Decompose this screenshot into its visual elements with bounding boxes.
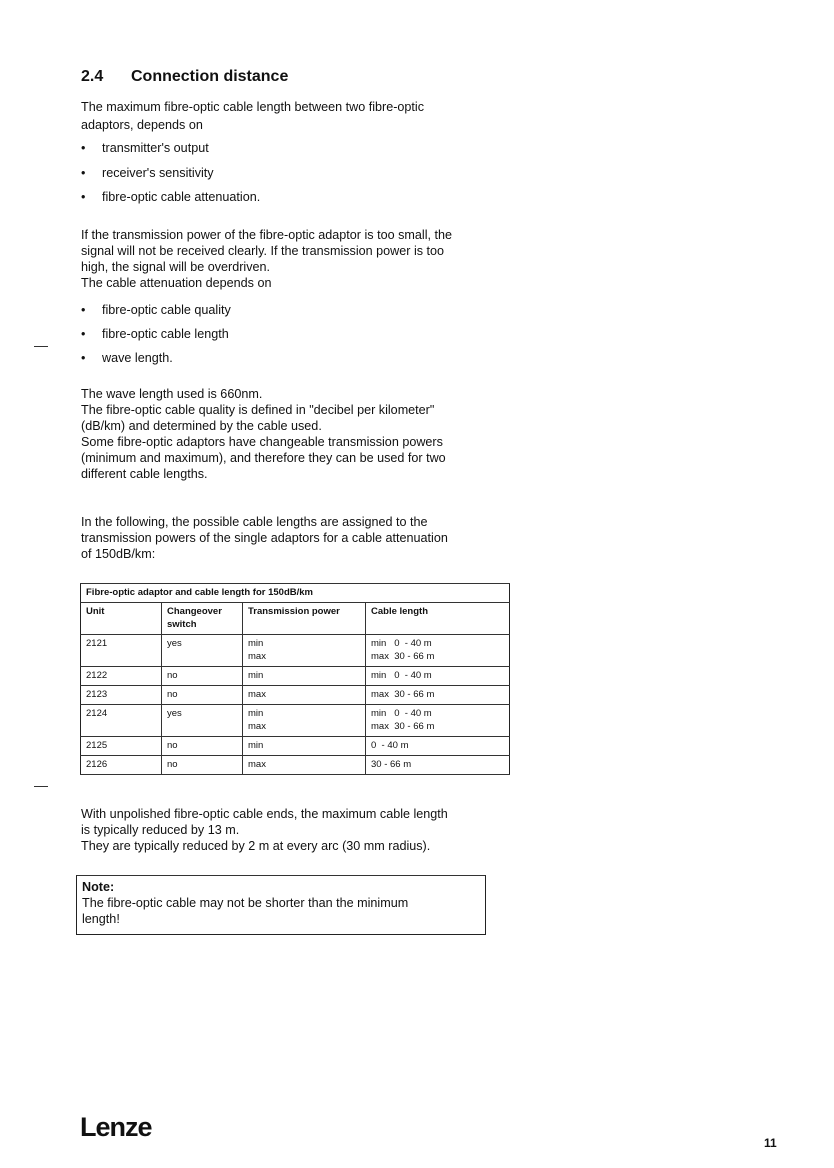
paragraph-line: different cable lengths.	[81, 467, 208, 481]
cell-transmission: min	[243, 667, 366, 686]
cell-unit: 2121	[81, 635, 162, 667]
cell-unit: 2124	[81, 705, 162, 737]
cell-changeover: no	[162, 686, 243, 705]
paragraph-line: If the transmission power of the fibre-optic adaptor is too small, the	[81, 228, 452, 242]
cell-cable-length: min 0 - 40 m max 30 - 66 m	[366, 635, 510, 667]
note-label: Note:	[82, 880, 115, 894]
paragraph-line: is typically reduced by 13 m.	[81, 823, 240, 837]
paragraph-line: (minimum and maximum), and therefore they can be used for two	[81, 451, 446, 465]
paragraph-line: The fibre-optic cable quality is defined in "decibel per kilometer"	[81, 403, 435, 417]
page-number: 11	[764, 1136, 777, 1150]
paragraph-line: They are typically reduced by 2 m at every arc (30 mm radius).	[81, 839, 431, 853]
table-row	[81, 686, 510, 705]
paragraph-line: The cable attenuation depends on	[81, 276, 272, 290]
header-transmission: Transmission power	[243, 603, 366, 635]
cell-transmission: min	[243, 737, 366, 756]
bullet-item: • fibre-optic cable length	[81, 327, 229, 341]
cell-cable-length: 0 - 40 m	[366, 737, 510, 756]
table-row	[81, 667, 510, 686]
paragraph-line: Some fibre-optic adaptors have changeable transmission powers	[81, 435, 443, 449]
paragraph-line: The wave length used is 660nm.	[81, 387, 263, 401]
bullet-item: • receiver's sensitivity	[81, 166, 214, 180]
paragraph-line: With unpolished fibre-optic cable ends, the maximum cable length	[81, 807, 448, 821]
lenze-logo: Lenze	[80, 1112, 152, 1142]
margin-mark	[34, 786, 48, 787]
bullet-item: • wave length.	[81, 351, 173, 365]
bullet-item: • transmitter's output	[81, 141, 209, 155]
cell-unit: 2122	[81, 667, 162, 686]
cell-changeover: no	[162, 756, 243, 775]
paragraph-line: signal will not be received clearly. If the transmission power is too	[81, 244, 445, 258]
cell-changeover: no	[162, 667, 243, 686]
note-text: length!	[82, 912, 120, 926]
table-title: Fibre-optic adaptor and cable length for 150dB/km	[81, 584, 510, 603]
cell-changeover: no	[162, 737, 243, 756]
bullet-item: • fibre-optic cable attenuation.	[81, 190, 260, 204]
header-cable-length: Cable length	[366, 603, 510, 635]
intro-line: adaptors, depends on	[81, 118, 203, 132]
cell-cable-length: 30 - 66 m	[366, 756, 510, 775]
paragraph-line: of 150dB/km:	[81, 547, 156, 561]
table-row	[81, 705, 510, 737]
cell-changeover: yes	[162, 635, 243, 667]
margin-mark	[34, 346, 48, 347]
paragraph-line: In the following, the possible cable lengths are assigned to the	[81, 515, 428, 529]
section-heading: 2.4 Connection distance	[81, 68, 289, 85]
cell-cable-length: min 0 - 40 m max 30 - 66 m	[366, 705, 510, 737]
cell-transmission: max	[243, 686, 366, 705]
header-changeover: Changeover switch	[162, 603, 243, 635]
table-row	[81, 635, 510, 667]
paragraph-line: (dB/km) and determined by the cable used.	[81, 419, 322, 433]
paragraph-line: high, the signal will be overdriven.	[81, 260, 271, 274]
cell-cable-length: max 30 - 66 m	[366, 686, 510, 705]
bullet-item: • fibre-optic cable quality	[81, 303, 231, 317]
cell-transmission: max	[243, 756, 366, 775]
paragraph-line: transmission powers of the single adaptors for a cable attenuation	[81, 531, 448, 545]
cable-length-table	[80, 583, 510, 775]
table-row	[81, 737, 510, 756]
cell-transmission: min max	[243, 705, 366, 737]
note-text: The fibre-optic cable may not be shorter than the minimum	[82, 896, 409, 910]
header-unit: Unit	[81, 603, 162, 635]
table-row	[81, 756, 510, 775]
cell-unit: 2123	[81, 686, 162, 705]
cell-unit: 2125	[81, 737, 162, 756]
cell-transmission: min max	[243, 635, 366, 667]
cell-changeover: yes	[162, 705, 243, 737]
cell-cable-length: min 0 - 40 m	[366, 667, 510, 686]
intro-line: The maximum fibre-optic cable length between two fibre-optic	[81, 100, 424, 114]
cell-unit: 2126	[81, 756, 162, 775]
note-box	[76, 875, 486, 935]
